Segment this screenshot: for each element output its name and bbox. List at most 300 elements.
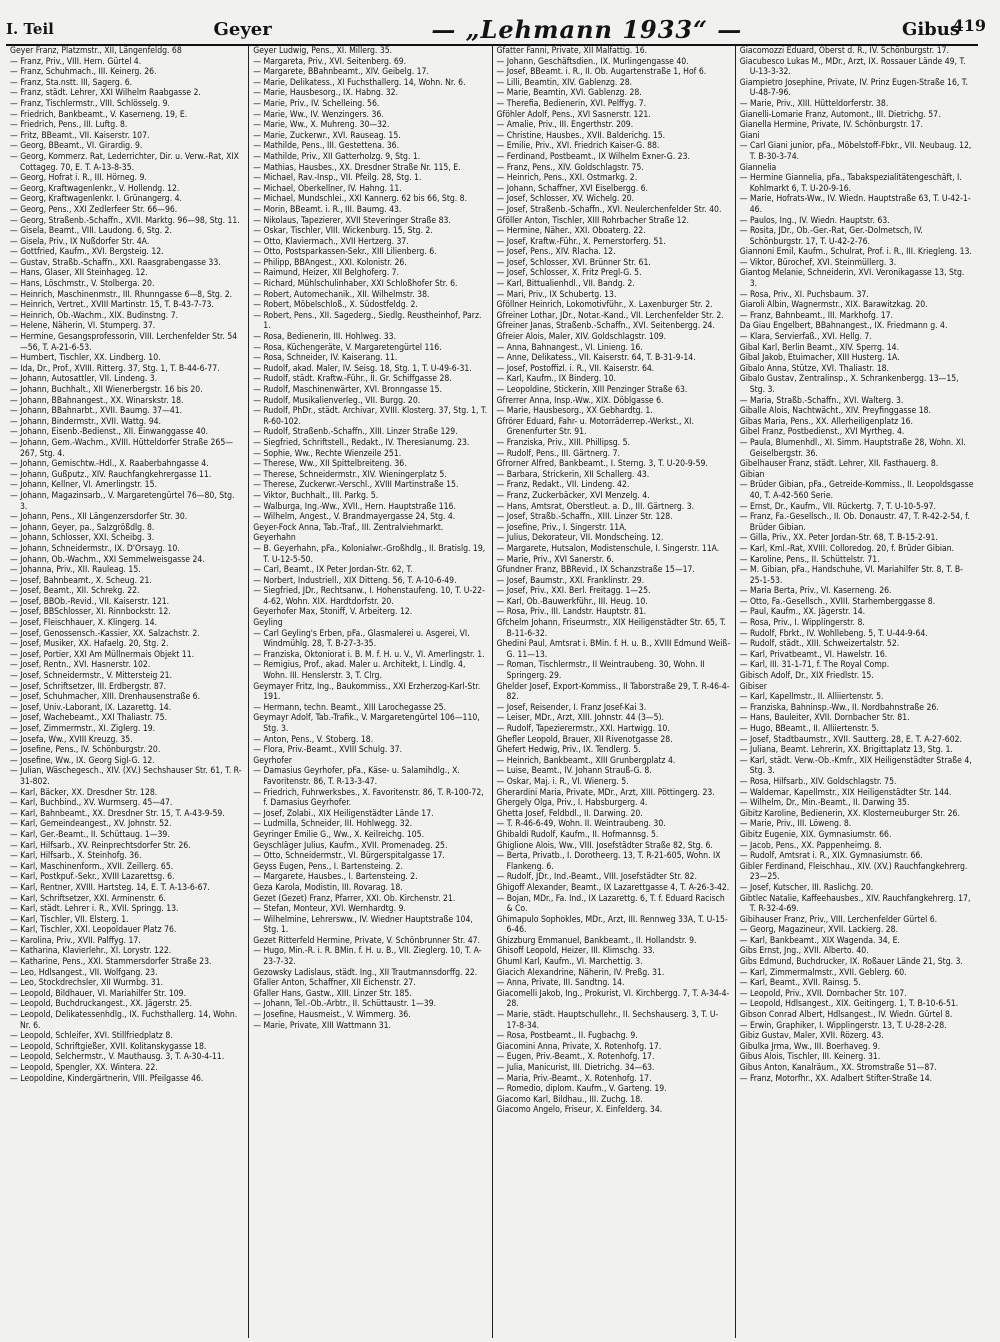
column-1 [6, 46, 248, 1338]
directory-entry: — Karl, Rentner, XVIII. Hartsteg. 14, E. T. A-13-6-67. [10, 882, 210, 893]
directory-entry: Ghedini Paul, Amtsrat i. BMin. f. H. u. B., XVIII Edmund Weiß-G. 11—13. [496, 639, 731, 660]
directory-entry: — Bojan, MDr., Fa. Ind., IX Lazarettg. 6, T. f. Eduard Racisch & Co. [496, 893, 725, 915]
directory-entry: Geyerhofer Max, Stoniff, V. Arbeiterg. 12. [253, 607, 413, 618]
directory-entry: — Georg, BBeamt., VI. Girardig. 9. [10, 141, 143, 152]
directory-entry: — Jacob, Pens., XX. Pappenheimg. 8. [739, 840, 882, 851]
directory-entry: — Therefia, Bedienerin, XVI. Pelffyg. 7. [496, 98, 647, 109]
directory-entry: — Johann, Schneidermstr., IX. D'Orsayg. 10. [10, 543, 180, 554]
directory-entry: — Johann, Ob.-Wachm., XXI Semmelweisgasse 24. [10, 554, 205, 565]
directory-entry: — Katharina, Klavierlehr., XI. Lorystr. 122. [10, 946, 172, 957]
directory-entry: — Leopold, Spengler, XX. Wintera. 22. [10, 1063, 158, 1073]
directory-entry: — Wilhelm, Dr., Min.-Beamt., II. Darwing 35. [739, 798, 910, 809]
directory-entry: — Leiser, MDr., Arzt, XIII. Johnstr. 44 (3—5). [496, 713, 665, 724]
directory-entry: — Barbara, Strickerin, XII Schallerg. 43. [496, 469, 650, 480]
directory-entry: — Leo, Hdlsangest., VII. Wolfgang. 23. [10, 967, 158, 978]
directory-entry: — Paula, Blumenhdl., XI. Simm. Hauptstraße 28, Wohn. XI. Geiselbergstr. 36. [739, 437, 966, 459]
directory-entry: — Karl, Kapellmstr., II. Alliiertenstr. 5. [739, 692, 884, 703]
directory-entry: — Carl, Beamt., IX Peter Jordan-Str. 62, T. [253, 565, 413, 576]
directory-entry: — Josef, Straßenb.-Schaffn., XVI. Neulerchenfelder Str. 40. [496, 204, 722, 215]
directory-entry: — Therese, Zuckerwr.-Verschl., XVIII Martinstraße 15. [253, 480, 459, 491]
directory-entry: — Wilhelmine, Lehrersww., IV. Wiedner Hauptstraße 104, Stg. 1. [253, 914, 473, 936]
directory-entry: — Hermine, Gesangsprofessorin, VIII. Lerchenfelder Str. 54—56, T. A-21-6-53. [10, 332, 238, 353]
directory-entry: Giacomozzi Eduard, Oberst d. R., IV. Schönburgstr. 17. [739, 46, 950, 56]
column-2 [248, 46, 491, 1338]
directory-entry: — Raimund, Heizer, XII Belghoferg. 7. [253, 268, 400, 279]
directory-entry: — Franz, Fa.-Gesellsch., II. Ob. Donaustr. 47, T. R-42-2-54, f. Brüder Gibian. [739, 512, 970, 533]
directory-entry: — Josef, BBOb.-Revid., VII. Kaiserstr. 121. [10, 596, 170, 607]
directory-entry: — Remigius, Prof., akad. Maler u. Architekt, I. Lindlg. 4, Wohn. III. Henslerstr. 3, T. Clrg. [253, 660, 466, 682]
directory-entry: Gibas Maria, Pens., XX. Allerheiligenplatz 16. [739, 416, 913, 427]
directory-entry: — Karl, städt. Verw.-Ob.-Kmfr., XIX Heiligenstädter Straße 4, Stg. 3. [739, 755, 972, 777]
directory-entry: Gezet Ritterfeld Hermine, Private, V. Schönbrunner Str. 47. [253, 935, 480, 946]
directory-entry: — Franz, Pens., XIV. Goldschlagstr. 75. [496, 162, 644, 173]
directory-entry: Giballe Alois, Nachtwächt., XIV. Preyfinggasse 18. [739, 406, 931, 417]
directory-entry: — Georg, Pens., XXI Zedlerfeer Str. 66—96. [10, 204, 178, 215]
directory-entry: Gibisch Adolf, Dr., XIX Friedlstr. 15. [739, 671, 874, 682]
directory-entry: — Josefine, Pens., IV. Schönburgstr. 20. [10, 745, 161, 756]
directory-entry: — Karl, Tischler, XXI. Leopoldauer Platz 76. [10, 925, 177, 936]
directory-entry: — Josef, Zolabi., XIX Heiligenstädter Lände 17. [253, 808, 434, 819]
directory-entry: — Johann, Gem.-Wachm., XVIII. Hütteldorfer Straße 265—267, Stg. 4. [10, 437, 233, 459]
directory-entry: — Michael, Oberkellner, IV. Hahng. 11. [253, 183, 402, 194]
directory-entry: — Josef, Wachebeamt., XXI Thaliastr. 75. [10, 713, 168, 724]
directory-entry: — Marie, Zuckerwr., XVI. Rauseag. 15. [253, 130, 401, 141]
directory-entry: — Morin, BBeamt. i. R., III. Baumg. 43. [253, 204, 402, 215]
directory-entry: — Julius, Dekorateur, VII. Mondscheing. 12. [496, 533, 664, 544]
directory-entry: — Josef, Kutscher, III. Raslichg. 20. [739, 882, 874, 893]
directory-entry: — Roman, Tischlermstr., II Weintraubeng. 30, Wohn. II Springerg. 29. [496, 660, 705, 682]
directory-entry: — Paul, Kaufm., XX. Jägerstr. 14. [739, 607, 866, 618]
directory-entry: — Josef, Baumstr., XXI. Franklinstr. 29. [496, 575, 645, 586]
directory-entry: Gibitz Karoline, Bedienerin, XX. Klosterneuburger Str. 26. [739, 808, 960, 819]
directory-entry: — Johann, BBahnarbt., XVII. Baumg. 37—41. [10, 406, 183, 417]
directory-entry: — Ludmilla, Schneider, III. Hohlwegg. 32. [253, 819, 413, 830]
directory-entry: — Anne, Delikatess., VII. Kaiserstr. 64, T. B-31-9-14. [496, 353, 696, 364]
directory-entry: — Emilie, Priv., XVI. Friedrich Kaiser-G. 88. [496, 141, 660, 152]
directory-entry: — Karoline, Pens., II. Schüttelstr. 71. [739, 554, 880, 565]
directory-entry: — Johann, Bindermstr., XVII. Wattg. 94. [10, 416, 161, 427]
directory-entry: — Rudolf, Amtsrat i. R., XIX. Gymnasiumstr. 66. [739, 851, 923, 862]
directory-entry: — Otto, Klaviermach., XVII Hertzerg. 37. [253, 236, 409, 247]
directory-entry: — Marie, Priv., IV. Schelleing. 56. [253, 98, 380, 109]
directory-entry: — Karl, Schriftsetzer, XXI. Arminenstr. 6. [10, 893, 166, 904]
directory-entry: — Georg, Hofrat i. R., III. Hörneg. 9. [10, 173, 147, 184]
directory-entry: — Leopold, Bildhauer, VI. Mariahilfer Str. 109. [10, 988, 187, 999]
directory-entry: Gezet (Gezet) Franz, Pfarrer, XXI. Ob. Kirchenstr. 21. [253, 893, 456, 904]
directory-entry: — Eugen, Priv.-Beamt., X. Rotenhofg. 17. [496, 1052, 655, 1063]
directory-entry: — Hermine Giannelia, pFa., Tabakspezialitätengeschäft, I. Kohlmarkt 6, T. U-20-9-16. [739, 173, 962, 194]
directory-entry: — Karl, Privatbeamt., VI. Hawelstr. 16. [739, 649, 888, 660]
directory-entry: Gfrörer Eduard, Fahr- u. Motorräderrep.-Werkst., XI. Grenenfurter Str. 91. [496, 416, 694, 438]
directory-entry: — Rudolf, Maschinenwärter, XVI. Bronngasse 15. [253, 385, 442, 395]
directory-entry: Gibel Franz, Postbedienst., XVI Myrtheg. 4. [739, 427, 905, 438]
directory-entry: — Brüder Gibian, pFa., Getreide-Kommiss., II. Leopoldsgasse 40, T. A-42-560 Serie. [739, 480, 974, 501]
directory-entry: Gibiz Gustav, Maler, XVII. Rözerg. 43. [739, 1031, 884, 1042]
directory-entry: Geyer Ludwig, Pens., XI. Millerg. 35. [253, 46, 393, 56]
directory-entry: — Karl, Bäcker, XX. Dresdner Str. 128. [10, 787, 158, 798]
directory-entry: — Otto, Schneidermstr., VI. Bürgerspitalgasse 17. [253, 851, 445, 862]
directory-entry: — Gottfried, Kaufm., XVI. Bergsteig. 12. [10, 247, 164, 258]
directory-entry: — Hermine, Näher., XXI. Oboaterg. 22. [496, 226, 646, 237]
directory-entry: — Franz, Bahnbeamt., III. Markhofg. 17. [739, 310, 893, 321]
directory-entry: — Karl, Bahnbeamt., XX. Dresdner Str. 15, T. A-43-9-59. [10, 808, 225, 819]
directory-entry: — Johann, Geschäftsdien., IX. Murlingengasse 40. [496, 56, 689, 67]
directory-entry: Gibian [739, 469, 765, 480]
directory-entry: — Mathilde, Pens., III. Gestettena. 36. [253, 141, 400, 152]
page-header [6, 14, 986, 44]
column-3 [492, 46, 735, 1338]
directory-entry: — Erwin, Graphiker, I. Wipplingerstr. 13, T. U-28-2-28. [739, 1020, 947, 1031]
directory-entry: — Karl, Hilfsarb., XV. Reinprechtsdorfer Str. 26. [10, 840, 191, 851]
directory-entry: Gibulka Jrma, Ww., III. Boerhaveg. 9. [739, 1041, 881, 1052]
directory-entry: — Johann, Geyer, pa., Salzgrößdlg. 8. [10, 522, 155, 533]
directory-entry: — Josef, Priv., XXI. Berl. Freitagg. 1—25. [496, 586, 651, 597]
directory-entry: Giaroli Albin, Wagnermstr., XIX. Barawitzkag. 20. [739, 300, 928, 311]
directory-entry: — Michael, Mundschlei., XXI Kannerg. 62 bis 66, Stg. 8. [253, 194, 468, 205]
directory-entry: — Josef, Schlosser, XV. Wichelg. 20. [496, 194, 635, 205]
directory-entry: — Viktor, Bürochef, XVI. Steinmüllerg. 3. [739, 257, 897, 268]
directory-entry: — Marie, Hausbesorg., XX Gebhardtg. 1. [496, 406, 653, 417]
directory-entry: — Gisela, Beamt., VIII. Laudong. 6, Stg. 2. [10, 226, 172, 237]
directory-entry: — Karl, Bankbeamt., XIX Wagenda. 34, E. [739, 935, 900, 946]
directory-entry: — Romedio, diplom. Kaufm., V. Garteng. 19. [496, 1084, 667, 1095]
directory-entry: — B. Geyerhahn, pFa., Kolonialwr.-Großhdlg., II. Bratislg. 19, T. U-12-5-50. [253, 543, 486, 565]
directory-entry: — Anna, Bahnangest., VI. Linieng. 16. [496, 342, 643, 353]
page-title: — „Lehmann 1933“ — [431, 14, 743, 44]
directory-entry: — Rosa, Küchengeräte, V. Margaretengürtel 116. [253, 342, 442, 353]
directory-entry: — Josef, Portier, XXI Am Müllnermais Objekt 11. [10, 649, 195, 660]
directory-entry: — Luise, Beamt., IV. Johann Strauß-G. 8. [496, 766, 652, 777]
directory-entry: — Leopold, Buchdruckangest., XX. Jägerstr. 25. [10, 999, 193, 1010]
directory-entry: — Josef, Kraftw.-Führ., X. Pernerstorferg. 51. [496, 236, 666, 247]
directory-entry: — Ida, Dr., Prof., XVIII. Ritterg. 37, Stg. 1, T. B-44-6-77. [10, 363, 220, 374]
directory-entry: — Carl Giani junior, pFa., Möbelstoff-Fbkr., VII. Neubaug. 12, T. B-30-3-74. [739, 141, 972, 162]
directory-entry: Ghergely Olga, Priv., I. Habsburgerg. 4. [496, 798, 648, 809]
directory-entry: — Hugo, BBeamt., II. Alliiertenstr. 5. [739, 724, 879, 734]
directory-entry: — Josefine, Hausmeist., V. Wimmerg. 36. [253, 1010, 411, 1021]
directory-entry: — Marie, Beamtin, XVI. Gablenzg. 28. [496, 88, 642, 99]
directory-entry: Gfchelm Johann, Friseurmstr., XIX Heiligenstädter Str. 65, T. B-11-6-32. [496, 618, 726, 639]
directory-entry: — Josef, Zimmermstr., XI. Ziglerg. 19. [10, 724, 156, 734]
directory-entry: — Rosa, Bedienerin, III. Hohlweg. 33. [253, 332, 397, 343]
directory-entry: — Heinrich, Bankbeamt., XIII Grunbergplatz 4. [496, 755, 676, 766]
directory-entry: — Richard, Mühlschulinhaber, XXI Schloßhofer Str. 6. [253, 279, 458, 290]
directory-entry: — Josef, Postoffizl. i. R., VII. Kaiserstr. 64. [496, 363, 655, 374]
directory-entry: — Michael, Rav.-Insp., VII. Pfeilg. 28, Stg. 1. [253, 173, 422, 184]
directory-entry: — Franz, Motorfhr., XX. Adalbert Stifter-Straße 14. [739, 1073, 933, 1084]
directory-entry: — Rudolf, städt. Kraftw.-Führ., II. Gr. Schiffgasse 28. [253, 374, 452, 385]
directory-entry: — Marie, Hofrats-Ww., IV. Wiedn. Hauptstraße 63, T. U-42-1-46. [739, 194, 971, 215]
directory-entry: Gfundner Franz, BBRevid., IX Schanzstraße 15—17. [496, 565, 695, 576]
directory-entry: — Marie, Ww., X. Muhreng. 30—32. [253, 120, 390, 131]
directory-entry: — Rosa, Priv., I. Wipplingerstr. 8. [739, 618, 865, 629]
directory-entry: Geymayr Adolf, Tab.-Trafik., V. Margaretengürtel 106—110, Stg. 3. [253, 713, 480, 734]
directory-entry: — Leopold, Hdlsangest., XIX. Geitingerg. 1, T. B-10-6-51. [739, 999, 959, 1010]
directory-entry: — Karl, Gemeindeangest., XV. Johnstr. 52. [10, 819, 172, 830]
part-label: I. Teil [6, 20, 54, 38]
directory-entry: Geyrhofer [253, 755, 292, 766]
directory-entry: — Berta, Privatb., I. Dorotheerg. 13, T. R-21-605, Wohn. IX Flankeng. 6. [496, 851, 721, 872]
column-4 [735, 46, 978, 1338]
page-number: 419 [952, 16, 986, 35]
directory-entry: — Franziska, Priv., XIII. Phillipsg. 5. [496, 437, 630, 448]
directory-entry: Gibalo Anna, Stütze, XVI. Thaliastr. 18. [739, 363, 890, 374]
directory-entry: Da Giau Engelbert, BBahnangest., IX. Friedmann g. 4. [739, 321, 948, 332]
directory-entry: — Paulos, Ing., IV. Wiedn. Hauptstr. 63. [739, 215, 890, 226]
directory-entry: Gibler Ferdinand, Fleischhau., XIV. (XV.) Rauchfangkehrerg. 23—25. [739, 861, 968, 883]
directory-entry: — Karl, Buchbind., XV. Wurmserg. 45—47. [10, 798, 173, 809]
directory-entry: Ghimapulo Sophokles, MDr., Arzt, III. Rennweg 33A, T. U-15-6-46. [496, 914, 728, 936]
directory-entry: Giannelia [739, 162, 777, 173]
directory-entry: — Robert, Automechanik., XII. Wilhelmstr. 38. [253, 289, 430, 300]
directory-entry: — Anton, Pens., V. Stoberg. 18. [253, 734, 374, 745]
directory-entry: Giacomo Angelo, Friseur, X. Einfelderg. 34. [496, 1105, 663, 1116]
directory-entry: Gianella Hermine, Private, IV. Schönburgstr. 17. [739, 120, 923, 131]
directory-entry: — Rudolf, Tapezierermstr., XXI. Hartwigg. 10. [496, 724, 670, 734]
directory-entry: — Maria Berta, Priv., VI. Kaserneng. 26. [739, 586, 892, 597]
directory-entry: — Waldemar, Kapellmstr., XIX Heiligenstädter Str. 144. [739, 787, 952, 798]
directory-entry: Geyerhahn [253, 533, 296, 544]
directory-entry: — Hans, Bauleiter, XVII. Dornbacher Str. 81. [739, 713, 910, 724]
directory-entry: — Rosa, Postbeamt., II. Fugbachg. 9. [496, 1031, 638, 1042]
directory-entry: Gibiser [739, 681, 767, 692]
directory-entry: Gezowsky Ladislaus, städt. Ing., XII Trautmannsdorffg. 22. [253, 967, 478, 978]
directory-entry: — Johann, Autosattler, VII. Lindeng. 3. [10, 374, 158, 385]
directory-entry: — Rudolf, JDr., Ind.-Beamt., VIII. Josefstädter Str. 82. [496, 872, 697, 883]
left-keyword: Geyer [213, 18, 272, 40]
directory-entry: — Margarete, BBahnbeamt., XIV. Geibelg. 17. [253, 67, 429, 78]
directory-entry: Ghefler Leopold, Brauer, XII Rivenotgasse 28. [496, 734, 673, 745]
directory-entry: — Josef, Genossensch.-Kassier, XX. Salzachstr. 2. [10, 628, 200, 639]
directory-entry: Giampietro Josephine, Private, IV. Prinz Eugen-Straße 16, T. U-48-7-96. [739, 77, 968, 99]
directory-entry: — Johann, Schaffner, XVI Eiselbergg. 6. [496, 183, 648, 194]
directory-entry: — Josef, Schriftsetzer, III. Erdbergstr. 87. [10, 681, 167, 692]
directory-entry: Gibitz Eugenie, XIX. Gymnasiumstr. 66. [739, 829, 892, 840]
directory-entry: — Friedrich, Bankbeamt., V. Kaserneng. 19, E. [10, 109, 188, 120]
directory-entry: Gianelli-Lomarie Franz, Automont., III. Dietrichg. 57. [739, 109, 941, 120]
directory-entry: — T. R-46-6-49, Wohn. II. Weintraubeng. 30. [496, 819, 666, 830]
directory-entry: — Josef, Schlosser, XVI. Brünner Str. 61. [496, 257, 651, 268]
directory-entry: Ghelder Josef, Export-Kommiss., II Taborstraße 29, T. R-46-4-82. [496, 681, 730, 703]
directory-entry: — Georg, Kommerz. Rat, Lederrichter, Dir. u. Verw.-Rat, XIX Cottageg. 70, E. T. A-13-8-35. [10, 151, 239, 173]
directory-entry: Gibs Ernst, Jng., XVII. Alberto. 40. [739, 946, 869, 957]
directory-entry: — Julia, Manicurist, III. Dietrichg. 34—63. [496, 1063, 655, 1073]
directory-entry: — Anna, Private, III. Sandtng. 14. [496, 978, 625, 989]
directory-entry: — Philipp, BBAngest., XXI. Kolonistr. 26. [253, 257, 407, 268]
directory-entry: — Rudolf, Straßenb.-Schaffn., XIII. Linzer Straße 129. [253, 427, 458, 438]
directory-entry: Ghigoff Alexander, Beamt., IX Lazarettgasse 4, T. A-26-3-42. [496, 882, 730, 893]
directory-entry: Gfrorner Alfred, Bankbeamt., I. Sterng. 3, T. U-20-9-59. [496, 459, 708, 470]
directory-entry: — Karl, Kaufm., IX Binderg. 10. [496, 374, 616, 385]
directory-entry: Gibus Anton, Kanalräum., XX. Stromstraße 51—87. [739, 1063, 937, 1073]
directory-entry: Gibalo Gustav, Zentralinsp., X. Schrankenbergg. 13—15, Stg. 3. [739, 374, 959, 395]
directory-entry: Ghisoff Leopold, Heizer, III. Klimschg. 33. [496, 946, 655, 957]
directory-entry: — Siegfried, Schriftstell., Redakt., IV. Theresianumg. 23. [253, 437, 470, 448]
directory-entry: — Rosa, Schneider, IV. Kaiserang. 11. [253, 353, 398, 364]
directory-entry: — Josef, Straßb.-Schaffn., XIII. Linzer Str. 128. [496, 512, 673, 523]
directory-entry: Geyschläger Julius, Kaufm., XVII. Promenadeg. 25. [253, 840, 448, 851]
directory-entry: — Georg, Kraftwagenlenkr. I. Grünangerg. 4. [10, 194, 182, 205]
directory-entry: — Johann, Gußputz., XIV. Rauchfangkehrergasse 11. [10, 469, 212, 480]
directory-entry: — Josef, Schneidermstr., V. Mittersteig 21. [10, 671, 173, 682]
directory-entry: — Otto, Fa.-Gesellsch., XVIII. Starhemberggasse 8. [739, 596, 936, 607]
directory-entry: — Johann, Eisenb.-Bedienst., XII. Einwanggasse 40. [10, 427, 209, 438]
directory-entry: — Josef, Schlosser, X. Fritz Pregl-G. 5. [496, 268, 642, 279]
directory-entry: — Josef, Stadtbaumstr., XVII. Sautterg. 28, E. T. A-27-602. [739, 734, 962, 745]
directory-entry: — Marie, städt. Hauptschullehr., II. Sechshauserg. 3, T. U-17-8-34. [496, 1010, 719, 1031]
directory-entry: — Walburga, Ing.-Ww., XVII., Hern. Hauptstraße 116. [253, 501, 456, 512]
directory-entry: — Karl, Hilfsarb., X. Steinhofg. 36. [10, 851, 142, 862]
directory-entry: — Gilla, Priv., XX. Peter Jordan-Str. 68, T. B-15-2-91. [739, 533, 938, 544]
directory-entry: — Damasius Geyrhofer, pFa., Käse- u. Salamihdlg., X. Favoritenstr. 86, T. R-13-3-47. [253, 766, 460, 787]
directory-entry: Giacubesco Lukas M., MDr., Arzt, IX. Rossauer Lände 49, T. U-13-3-32. [739, 56, 966, 78]
directory-entry: — Rosa, Priv., III. Landstr. Hauptstr. 81. [496, 607, 647, 618]
directory-entry: — Otto, Postsparkassen-Sekr., XIII Lilienberg. 6. [253, 247, 437, 258]
directory-entry: — Marie, Private, XIII Wattmann 31. [253, 1020, 391, 1031]
directory-entry: — Karl, III. 31-1-71, f. The Royal Comp. [739, 660, 890, 671]
directory-entry: — Leopold, Selchermstr., V. Mauthausg. 3, T. A-30-4-11. [10, 1052, 225, 1063]
directory-entry: — Karl, Postkpuf.-Sekr., XVIII Lazarettsg. 6. [10, 872, 175, 883]
directory-entry: — M. Gibian, pFa., Handschuhe, VI. Mariahilfer Str. 8, T. B-25-1-53. [739, 565, 963, 586]
directory-entry: — Friedrich, Fuhrwerksbes., X. Favoritenstr. 86, T. R-100-72, f. Damasius Geyrhofer. [253, 787, 484, 809]
directory-entry: Ghibaldi Rudolf, Kaufm., II. Hofmannsg. 5. [496, 829, 659, 840]
directory-entry: — Franz, städt. Lehrer, XXI Wilhelm Raabgasse 2. [10, 88, 201, 99]
directory-entry: — Karl, Maschinenform., XVII. Zeillerg. 65. [10, 861, 174, 872]
directory-entry: — Josef, Schuhmacher, XIII. Drenhausenstraße 6. [10, 692, 201, 703]
directory-entry: — Katharine, Pens., XXI. Stammersdorfer Straße 23. [10, 957, 212, 968]
directory-entry: — Therese, Schneidermstr., XIV. Wieningerplatz 5. [253, 469, 447, 480]
directory-entry: Gibus Alois, Tischler, III. Keinerg. 31. [739, 1052, 881, 1063]
directory-entry: — Klara, Servierfaß., XVI. Hellg. 7. [739, 332, 872, 343]
directory-entry: — Flora, Priv.-Beamt., XVIII Schulg. 37. [253, 745, 403, 756]
directory-entry: — Norbert, Industriell., XIX Ditteng. 56, T. A-10-6-49. [253, 575, 457, 586]
directory-entry: — Juliana, Beamt. Lehrerin, XX. Brigittaplatz 13, Stg. 1. [739, 745, 953, 756]
directory-entry: — Josef, Univ.-Laborant, IX. Lazarettg. 14. [10, 702, 172, 713]
directory-entry: Giacomini Anna, Private, X. Rotenhofg. 17. [496, 1041, 662, 1052]
directory-entry: — Karl, Beamt., XVII. Rainsg. 5. [739, 978, 861, 989]
directory-entry: Gföhler Adolf, Pens., XVI Sasnerstr. 121. [496, 109, 651, 120]
directory-entry: — Josefine, Priv., I. Singerstr. 11A. [496, 522, 627, 533]
directory-entry: Giani [739, 130, 760, 141]
directory-entry: — Christine, Hausbes., XVII. Balderichg. 15. [496, 130, 666, 141]
directory-entry: — Georg, Kraftwagenlenkr., V. Hollendg. 12. [10, 183, 180, 194]
directory-entry: — Leo, Stockdrechsler, XII Wurmbg. 31. [10, 978, 164, 989]
directory-entry: — Friedrich, Pens., III. Luftg. 8. [10, 120, 128, 131]
directory-entry: Giantog Melanie, Schneiderin, XVI. Veronikagasse 13, Stg. 3. [739, 268, 965, 290]
directory-entry: Ghuml Karl, Kaufm., VI. Marchettig. 3. [496, 957, 643, 968]
directory-entry: Gfaller Hans, Gastw., XIII. Linzer Str. 185. [253, 988, 412, 999]
directory-entry: — Georg, Magazineur, XVII. Lackierg. 28. [739, 925, 899, 936]
directory-entry: — Karl, städt. Lehrer i. R., XVII. Springg. 13. [10, 904, 179, 915]
directory-entry: — Margareta, Priv., XVI. Seitenberg. 69. [253, 56, 407, 67]
directory-entry: Giacich Alexandrine, Näherin, IV. Preßg. 31. [496, 967, 665, 978]
directory-entry: — Karl, Ger.-Beamt., II. Schüttaug. 1—39. [10, 829, 170, 840]
directory-entry: — Heinrich, Maschinenmstr., III. Rhunngasse 6—8, Stg. 2. [10, 289, 233, 300]
directory-entry: — Heinrich, Vertret., XVIII Martinstr. 15, T. B-43-7-73. [10, 300, 214, 311]
directory-entry: — Rosa, Priv., XI. Puchsbaum. 37. [739, 289, 869, 300]
directory-entry: — Josef, Bahnbeamt., X. Scheug. 21. [10, 575, 152, 586]
directory-entry: — Johann, BBahnangest., XX. Winarskstr. 18. [10, 395, 184, 406]
directory-entry: — Julian, Wäschegesch., XIV. (XV.) Sechshauser Str. 61, T. R-31-802. [10, 766, 242, 787]
directory-columns [6, 46, 978, 1338]
directory-entry: — Humbert, Tischler, XX. Lindberg. 10. [10, 353, 161, 364]
directory-entry: — Karl, Bittualienhdl., VII. Bandg. 2. [496, 279, 635, 290]
directory-entry: — Heinrich, Pens., XXI. Ostmarkg. 2. [496, 173, 638, 184]
directory-entry: — Franz, Priv., VIII. Hern. Gürtel 4. [10, 56, 142, 67]
directory-entry: — Josef, Beamt., XII. Schrekg. 22. [10, 586, 140, 597]
directory-entry: — Franz, Schuhmach., III. Keinerg. 26. [10, 67, 157, 78]
directory-entry: Geyling [253, 618, 283, 629]
directory-entry: Ghiglione Alois, Ww., VIII. Josefstädter Straße 82, Stg. 6. [496, 840, 713, 851]
directory-entry: — Johann, Tel.-Ob.-Arbtr., II. Schüttaustr. 1—39. [253, 999, 437, 1010]
directory-entry: — Gustav, Straßb.-Schaffn., XXI. Raasgrabengasse 33. [10, 257, 221, 268]
directory-entry: — Leopoldine, Stickerin, XIII Penzinger Straße 63. [496, 385, 688, 395]
directory-entry: Gibson Conrad Albert, Hdlsangest., IV. Wiedn. Gürtel 8. [739, 1010, 953, 1021]
directory-entry: — Margarete, Hausbes., I. Bartensteing. 2. [253, 872, 418, 883]
directory-entry: — Rosita, JDr., Ob.-Ger.-Rat, Ger.-Dolmetsch, IV. Schönburgstr. 17, T. U-42-2-76. [739, 226, 923, 247]
directory-entry: — Hans, Löschmstr., V. Stolberga. 20. [10, 279, 155, 290]
directory-entry: Gibs Edmund, Buchdrucker, IX. Roßauer Lände 21, Stg. 3. [739, 957, 963, 968]
directory-entry: — Rudolf, Fbrkt., IV. Wohllebeng. 5, T. U-44-9-64. [739, 628, 928, 639]
directory-entry: — Marie, Hausbesorg., IX. Habng. 32. [253, 88, 399, 99]
directory-entry: Gfreiner Janas, Straßenb.-Schaffn., XVI. Seitenbergg. 24. [496, 321, 715, 332]
directory-entry: — Rosa, Hilfsarb., XIV. Goldschlagstr. 75. [739, 776, 897, 787]
directory-entry: — Josef, Musiker, XX. Hafaelg. 20, Stg. 2. [10, 639, 169, 650]
directory-entry: Gfreier Alois, Maler, XIV. Goldschlagstr. 109. [496, 332, 667, 343]
directory-entry: — Rudolf, Musikalienverleg., VII. Burgg. 20. [253, 395, 421, 406]
directory-entry: Giacomelli Jakob, Ing., Prokurist, VI. Kirchbergg. 7, T. A-34-4-28. [496, 988, 730, 1010]
directory-entry: — Josef, BBSchlosser, XI. Rinnbockstr. 12. [10, 607, 171, 618]
directory-entry: Gibal Jakob, Etuimacher, XIII Husterg. 1A. [739, 353, 900, 364]
directory-entry: — Johann, Gemischtw.-Hdl., X. Raaberbahngasse 4. [10, 459, 209, 470]
directory-entry: — Rudolf, akad. Maler, IV. Seisg. 18, Stg. 1, T. U-49-6-31. [253, 363, 472, 374]
directory-entry: — Johann, Buchhalt., XII Wienerbergstr. 16 bis 20. [10, 385, 203, 395]
directory-entry: — Hans, Amtsrat, Oberstleut. a. D., III. Gärtnerg. 3. [496, 501, 695, 512]
directory-entry: — Siegfried, JDr., Rechtsanw., I. Hohenstaufeng. 10, T. U-22-4-62, Wohn. XIX. Hardtdorfstr. 20. [253, 586, 485, 607]
directory-entry: — Josef, Fleischhauer, X. Klingerg. 14. [10, 618, 157, 629]
directory-entry: — Oskar, Maj. i. R., VI. Wienerg. 5. [496, 776, 629, 787]
directory-entry: — Karl, Kml.-Rat, XVIII. Colloredog. 20, f. Brüder Gibian. [739, 543, 955, 554]
directory-entry: — Marie, Priv., XVI Sanerstr. 6. [496, 554, 614, 565]
directory-entry: — Robert, Pens., XII. Sagederg., Siedlg. Reustheinhof, Parz. 1. [253, 310, 482, 332]
directory-entry: — Karl, Tischler, VII. Elsterg. 1. [10, 914, 129, 925]
directory-entry: Geymayer Fritz, Ing., Baukommiss., XXI Erzherzog-Karl-Str. 191. [253, 681, 481, 703]
directory-entry: — Margarete, Hutsalon, Modistenschule, I. Singerstr. 11A. [496, 543, 720, 554]
directory-entry: — Franziska, Oktoniorat i. B. M. f. H. u. V., VI. Amerlingstr. 1. [253, 649, 485, 660]
directory-entry: Gibal Karl, Berlin Beamt., XIV. Sperrg. 14. [739, 342, 900, 353]
directory-entry: — Johann, Pens., XII Längenzersdorfer Str. 30. [10, 512, 188, 523]
directory-entry: — Leopold, Delikatessenhdlg., IX. Fuchsthallerg. 14, Wohn. Nr. 6. [10, 1010, 238, 1031]
directory-entry: — Josef, BBeamt. i. R., II. Ob. Augartenstraße 1, Hof 6. [496, 67, 707, 78]
directory-entry: Geyer Franz, Platzmstr., XII, Längenfeldg. 68 [10, 46, 182, 56]
directory-entry: — Franz, Tischlermstr., VIII. Schlösselg. 9. [10, 98, 170, 109]
right-keyword: Gibus [901, 18, 960, 40]
directory-entry: — Ferdinand, Postbeamt., IX Wilhelm Exner-G. 23. [496, 151, 690, 162]
directory-entry: — Marie, Priv., III. Löweng. 8. [739, 819, 852, 830]
directory-entry: — Johann, Kellner, VI. Amerlingstr. 15. [10, 480, 157, 491]
directory-entry: — Leopold, Schleifer, XVI. Stillfriedplatz 8. [10, 1031, 173, 1042]
directory-entry: — Franziska, Bahninsp.-Ww., II. Nordbahnstraße 26. [739, 702, 939, 713]
directory-entry: — Rudolf, Pens., III. Gärtnerg. 7. [496, 448, 620, 459]
directory-entry: Gibelhauser Franz, städt. Lehrer, XII. Fasthauerg. 8. [739, 459, 939, 470]
directory-entry: — Robert, Möbelschloß., X. Südostfeldg. 2. [253, 300, 418, 311]
directory-entry: — Lilli, Beamtin, XIV. Gablenzg. 28. [496, 77, 633, 88]
directory-entry: Gfaller Anton, Schaffner, XII Eichenstr. 27. [253, 978, 416, 989]
directory-entry: — Rudolf, PhDr., städt. Archivar, XVIII. Klosterg. 37, Stg. 1, T. R-60-102. [253, 406, 488, 427]
directory-entry: — Stefan, Monteur, XVI. Wernhardtg. 9. [253, 904, 406, 915]
directory-entry: — Therese, Ww., XII Spittelbreiteng. 36. [253, 459, 407, 470]
directory-entry: Gibtlec Natalie, Kaffeehausbes., XIV. Rauchfangkehrerg. 17, T. R-32-4-69. [739, 893, 971, 915]
